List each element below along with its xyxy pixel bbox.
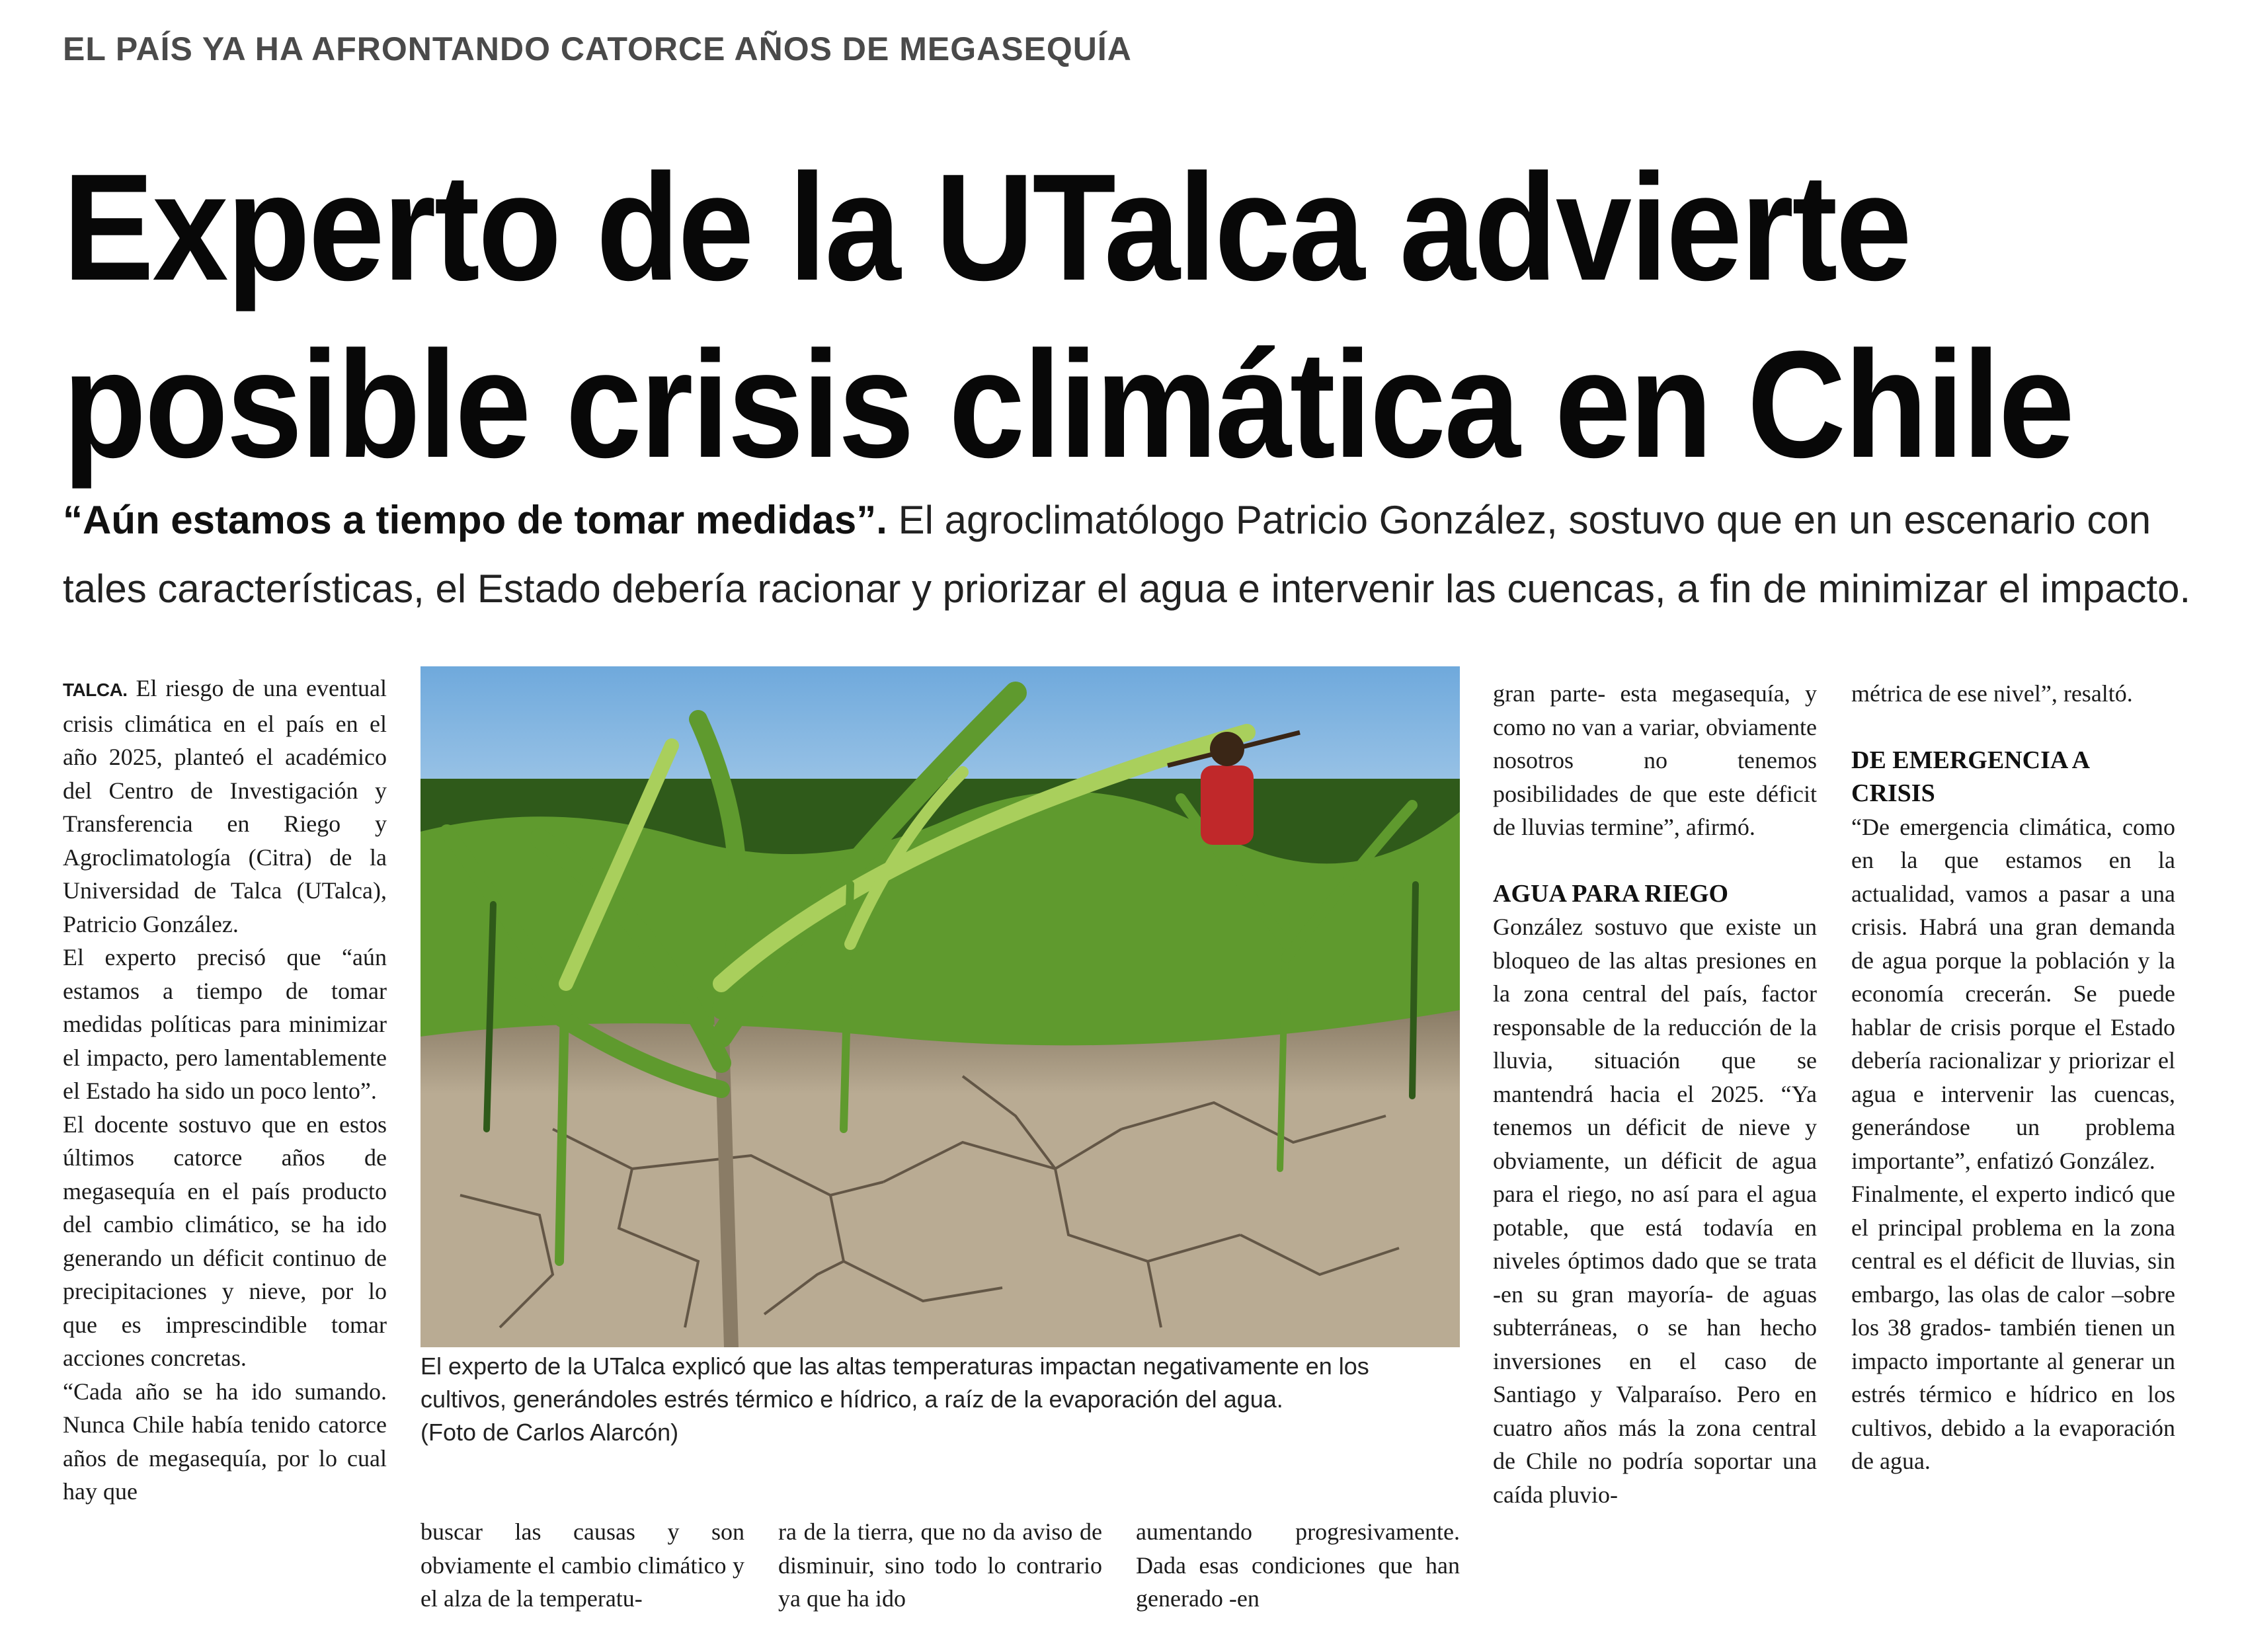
article-photo	[420, 666, 1460, 1347]
paragraph: gran parte- esta megasequía, y como no van a variar, obviamente nosotros no tenemos posibilidades de que este déficit de lluvias termine”, afirmó.	[1493, 680, 1817, 840]
paragraph: El docente sostuvo que en estos últimos catorce años de megasequía en el país producto del cambio climático, se ha ido generando un déficit continuo de precipitaciones y nieve, por lo que es imprescindible tomar acciones concretas.	[63, 1111, 387, 1371]
photo-credit: (Foto de Carlos Alarcón)	[420, 1419, 679, 1446]
subheading-de-emergencia-a-crisis: DE EMERGENCIA A CRISIS	[1851, 746, 2089, 807]
section-kicker: EL PAÍS YA HA AFRONTANDO CATORCE AÑOS DE MEGASEQUÍA	[63, 30, 1132, 67]
paragraph: TALCA. El riesgo de una eventual crisis climática en el país en el año 2025, planteó el académico del Centro de Investigación y Transferencia en Riego y Agroclimatología (Citra) de la Universidad de Talca (UTalca), Patricio González.	[63, 675, 387, 937]
body-column-5	[1493, 677, 1817, 1511]
paragraph: métrica de ese nivel”, resaltó.	[1851, 680, 2133, 707]
deck-lead-quote: “Aún estamos a tiempo de tomar medidas”.	[63, 498, 887, 542]
photo-caption	[420, 1350, 1460, 1449]
paragraph: González sostuvo que existe un bloqueo de las altas presiones en la zona central del país, factor responsable de la reducción de la lluvia, situación que se mantendrá hacia el 2025. “Ya tenemos un déficit de nieve y obviamente, un déficit de agua para el riego, no así para el agua potable, que está todavía en niveles óptimos dado que se trata -en su gran mayoría- de aguas subterráneas, o se han hecho inversiones en el caso de Santiago y Valparaíso. Pero en cuatro años más la zona central de Chile no podría soportar una caída pluvio-	[1493, 914, 1817, 1508]
body-column-1	[63, 672, 387, 1509]
article-deck	[63, 486, 2205, 623]
deck-text: El agroclimatólogo Patricio González, sostuvo que en un escenario con tales características, el Estado debería racionar y priorizar el agua e intervenir las cuencas, a fin de minimizar el impacto.	[63, 498, 2191, 611]
paragraph: “Cada año se ha ido sumando. Nunca Chile había tenido catorce años de megasequía, por lo cual hay que	[63, 1378, 387, 1505]
caption-text: El experto de la UTalca explicó que las altas temperaturas impactan negativamente en los cultivos, generándoles estrés térmico e hídrico, a raíz de la evaporación del agua.	[420, 1353, 1369, 1413]
subheading-agua-para-riego: AGUA PARA RIEGO	[1493, 879, 1729, 908]
cornfield-drought-image	[420, 666, 1460, 1347]
body-column-4: aumentando progresivamente. Dada esas condiciones que han generado -en	[1136, 1518, 1460, 1612]
cracked-soil	[420, 1010, 1460, 1347]
headline	[63, 139, 2073, 493]
paragraph: El experto precisó que “aún estamos a tiempo de tomar medidas políticas para minimizar el impacto, pero lamentablemente el Estado ha sido un poco lento”.	[63, 944, 387, 1104]
body-column-6	[1851, 677, 2175, 1478]
body-column-2: buscar las causas y son obviamente el cambio climático y el alza de la temperatu-	[420, 1518, 744, 1612]
paragraph: Finalmente, el experto indicó que el principal problema en la zona central es el déficit de lluvias, sin embargo, las olas de calor –sobre los 38 grados- también tienen un impacto importante al generar un estrés térmico e hídrico en los cultivos, debido a la evaporación de agua.	[1851, 1181, 2175, 1474]
headline-line-1: Experto de la UTalca advierte	[63, 142, 1911, 312]
dateline: TALCA.	[63, 680, 128, 700]
paragraph: “De emergencia climática, como en la que estamos en la actualidad, vamos a pasar a una crisis. Habrá una gran demanda de agua porque la población y la economía crecerán. Se puede hablar de crisis porque el Estado debería racionalizar y priorizar el agua e intervenir las cuencas, generándose un problema importante”, enfatizó González.	[1851, 813, 2175, 1174]
body-column-3: ra de la tierra, que no da aviso de disminuir, sino todo lo contrario ya que ha ido	[778, 1518, 1102, 1612]
headline-line-2: posible crisis climática en Chile	[63, 319, 2073, 489]
